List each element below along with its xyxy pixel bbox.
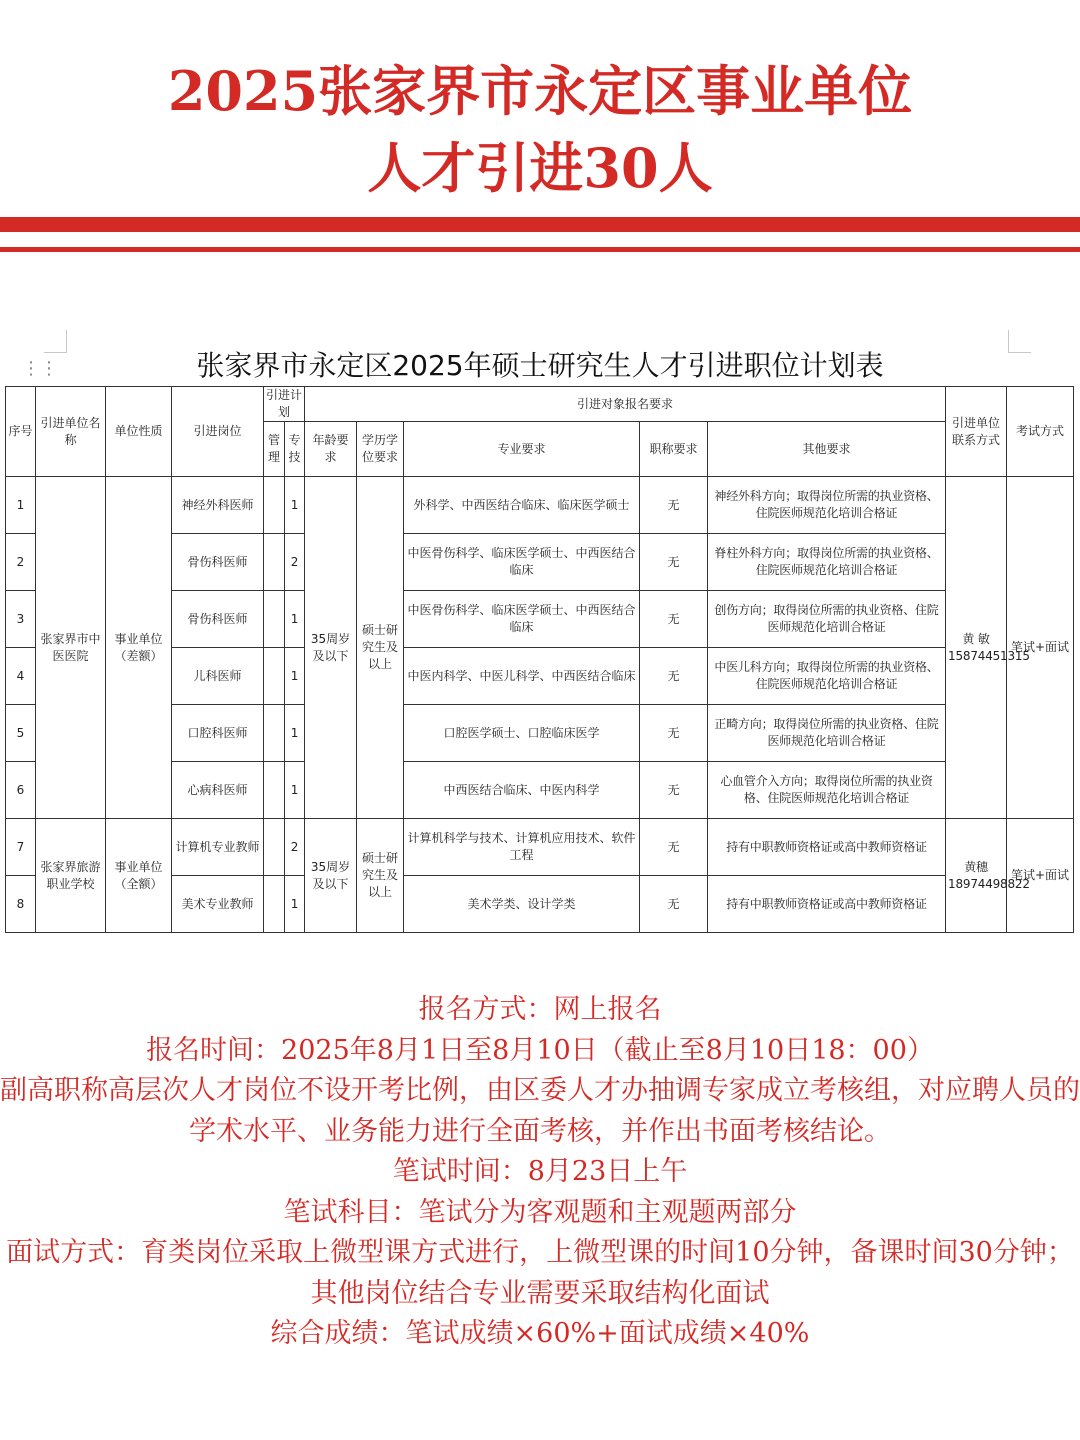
- cell-major: 中医骨伤科学、临床医学硕士、中西医结合临床: [404, 534, 640, 591]
- table-body: [6, 387, 1074, 933]
- cell-title-req: 无: [640, 648, 708, 705]
- cell-major: 口腔医学硕士、口腔临床医学: [404, 705, 640, 762]
- cell-no: 7: [6, 819, 36, 876]
- info-signup-time: 报名时间：2025年8月1日至8月10日（截止至8月10日18：00）: [146, 1034, 934, 1066]
- cell-no: 6: [6, 762, 36, 819]
- cell-post: 心病科医师: [172, 762, 264, 819]
- cell-no: 3: [6, 591, 36, 648]
- cell-post: 骨伤科医师: [172, 534, 264, 591]
- header-edu: 学历学位要求: [357, 422, 404, 477]
- cell-mgmt: [264, 762, 285, 819]
- cell-tech: 1: [285, 705, 305, 762]
- cell-tech: 2: [285, 534, 305, 591]
- cell-other: 创伤方向；取得岗位所需的执业资格、住院医师规范化培训合格证: [708, 591, 946, 648]
- header-other: 其他要求: [708, 422, 946, 477]
- cell-no: 5: [6, 705, 36, 762]
- cell-title-req: 无: [640, 876, 708, 933]
- cell-other: 心血管介入方向；取得岗位所需的执业资格、住院医师规范化培训合格证: [708, 762, 946, 819]
- recruitment-info: [0, 990, 1080, 1355]
- cell-mgmt: [264, 705, 285, 762]
- cell-other: 正畸方向；取得岗位所需的执业资格、住院医师规范化培训合格证: [708, 705, 946, 762]
- cell-mgmt: [264, 876, 285, 933]
- cell-edu: 硕士研究生及以上: [357, 477, 404, 819]
- cell-unit: 张家界市中医医院: [36, 477, 106, 819]
- info-interview-method: 面试方式：育类岗位采取上微型课方式进行，上微型课的时间10分钟，备课时间30分钟；其他岗位结合专业需要采取结构化面试: [6, 1237, 1074, 1309]
- header-exam: 考试方式: [1007, 387, 1074, 477]
- cell-major: 中西医结合临床、中医内科学: [404, 762, 640, 819]
- cell-title-req: 无: [640, 762, 708, 819]
- cell-exam: 笔试+面试: [1007, 819, 1074, 933]
- table-row: [6, 477, 1074, 534]
- page-title-line1: 2025张家界市永定区事业单位: [167, 59, 913, 123]
- header-post: 引进岗位: [172, 387, 264, 477]
- cell-no: 2: [6, 534, 36, 591]
- cell-post: 儿科医师: [172, 648, 264, 705]
- cell-tech: 1: [285, 762, 305, 819]
- position-plan-table: [5, 386, 1074, 933]
- cell-no: 8: [6, 876, 36, 933]
- info-exam-subject: 笔试科目：笔试分为客观题和主观题两部分: [283, 1196, 797, 1228]
- table-title: 张家界市永定区2025年硕士研究生人才引进职位计划表: [196, 349, 884, 382]
- table-header-row-1: [6, 387, 1074, 422]
- cell-title-req: 无: [640, 534, 708, 591]
- header-unit: 引进单位名称: [36, 387, 106, 477]
- header-age: 年龄要求: [305, 422, 357, 477]
- header-contact: 引进单位联系方式: [946, 387, 1007, 477]
- cell-other: 中医儿科方向；取得岗位所需的执业资格、住院医师规范化培训合格证: [708, 648, 946, 705]
- cell-mgmt: [264, 534, 285, 591]
- cell-exam: 笔试+面试: [1007, 477, 1074, 819]
- info-senior-talent-note: 副高职称高层次人才岗位不设开考比例，由区委人才办抽调专家成立考核组，对应聘人员的学术水平、业务能力进行全面考核，并作出书面考核结论。: [0, 1075, 1080, 1147]
- cell-other: 脊柱外科方向；取得岗位所需的执业资格、住院医师规范化培训合格证: [708, 534, 946, 591]
- cell-post: 口腔科医师: [172, 705, 264, 762]
- cell-tech: 1: [285, 477, 305, 534]
- drag-handle-icon[interactable]: ⋮⋮: [22, 358, 58, 379]
- cell-age: 35周岁及以下: [305, 477, 357, 819]
- cell-major: 外科学、中西医结合临床、临床医学硕士: [404, 477, 640, 534]
- cell-post: 神经外科医师: [172, 477, 264, 534]
- cell-no: 4: [6, 648, 36, 705]
- cell-nature: 事业单位（全额）: [106, 819, 172, 933]
- table-row: [6, 819, 1074, 876]
- header-nature: 单位性质: [106, 387, 172, 477]
- cell-post: 计算机专业教师: [172, 819, 264, 876]
- cell-post: 美术专业教师: [172, 876, 264, 933]
- cell-tech: 1: [285, 648, 305, 705]
- cell-major: 计算机科学与技术、计算机应用技术、软件工程: [404, 819, 640, 876]
- cell-other: 持有中职教师资格证或高中教师资格证: [708, 876, 946, 933]
- cell-nature: 事业单位（差额）: [106, 477, 172, 819]
- header-major: 专业要求: [404, 422, 640, 477]
- cell-title-req: 无: [640, 591, 708, 648]
- header-plan: 引进计划: [264, 387, 305, 422]
- header-title-req: 职称要求: [640, 422, 708, 477]
- cell-contact: 黄穗 18974498822: [946, 819, 1007, 933]
- cell-title-req: 无: [640, 819, 708, 876]
- title-divider-thin: [0, 247, 1080, 252]
- info-signup-method: 报名方式：网上报名: [418, 994, 662, 1025]
- cell-tech: 1: [285, 876, 305, 933]
- cell-no: 1: [6, 477, 36, 534]
- cell-post: 骨伤科医师: [172, 591, 264, 648]
- cell-contact: 黄 敏 15874451315: [946, 477, 1007, 819]
- cell-tech: 1: [285, 591, 305, 648]
- cell-tech: 2: [285, 819, 305, 876]
- cell-major: 美术学类、设计学类: [404, 876, 640, 933]
- cell-title-req: 无: [640, 705, 708, 762]
- info-exam-time: 笔试时间：8月23日上午: [392, 1156, 688, 1187]
- header-no: 序号: [6, 387, 36, 477]
- cell-major: 中医骨伤科学、临床医学硕士、中西医结合临床: [404, 591, 640, 648]
- cell-major: 中医内科学、中医儿科学、中西医结合临床: [404, 648, 640, 705]
- header-mgmt: 管理: [264, 422, 285, 477]
- cell-mgmt: [264, 819, 285, 876]
- cell-mgmt: [264, 477, 285, 534]
- header-tech: 专技: [285, 422, 305, 477]
- title-divider-thick: [0, 217, 1080, 232]
- header-requirements: 引进对象报名要求: [305, 387, 946, 422]
- cell-mgmt: [264, 648, 285, 705]
- cell-age: 35周岁及以下: [305, 819, 357, 933]
- cell-other: 神经外科方向；取得岗位所需的执业资格、住院医师规范化培训合格证: [708, 477, 946, 534]
- cell-unit: 张家界旅游职业学校: [36, 819, 106, 933]
- cell-mgmt: [264, 591, 285, 648]
- info-total-score: 综合成绩：笔试成绩×60%+面试成绩×40%: [270, 1318, 810, 1349]
- cell-edu: 硕士研究生及以上: [357, 819, 404, 933]
- page-title-line2: 人才引进30人: [367, 136, 713, 200]
- cell-other: 持有中职教师资格证或高中教师资格证: [708, 819, 946, 876]
- cell-title-req: 无: [640, 477, 708, 534]
